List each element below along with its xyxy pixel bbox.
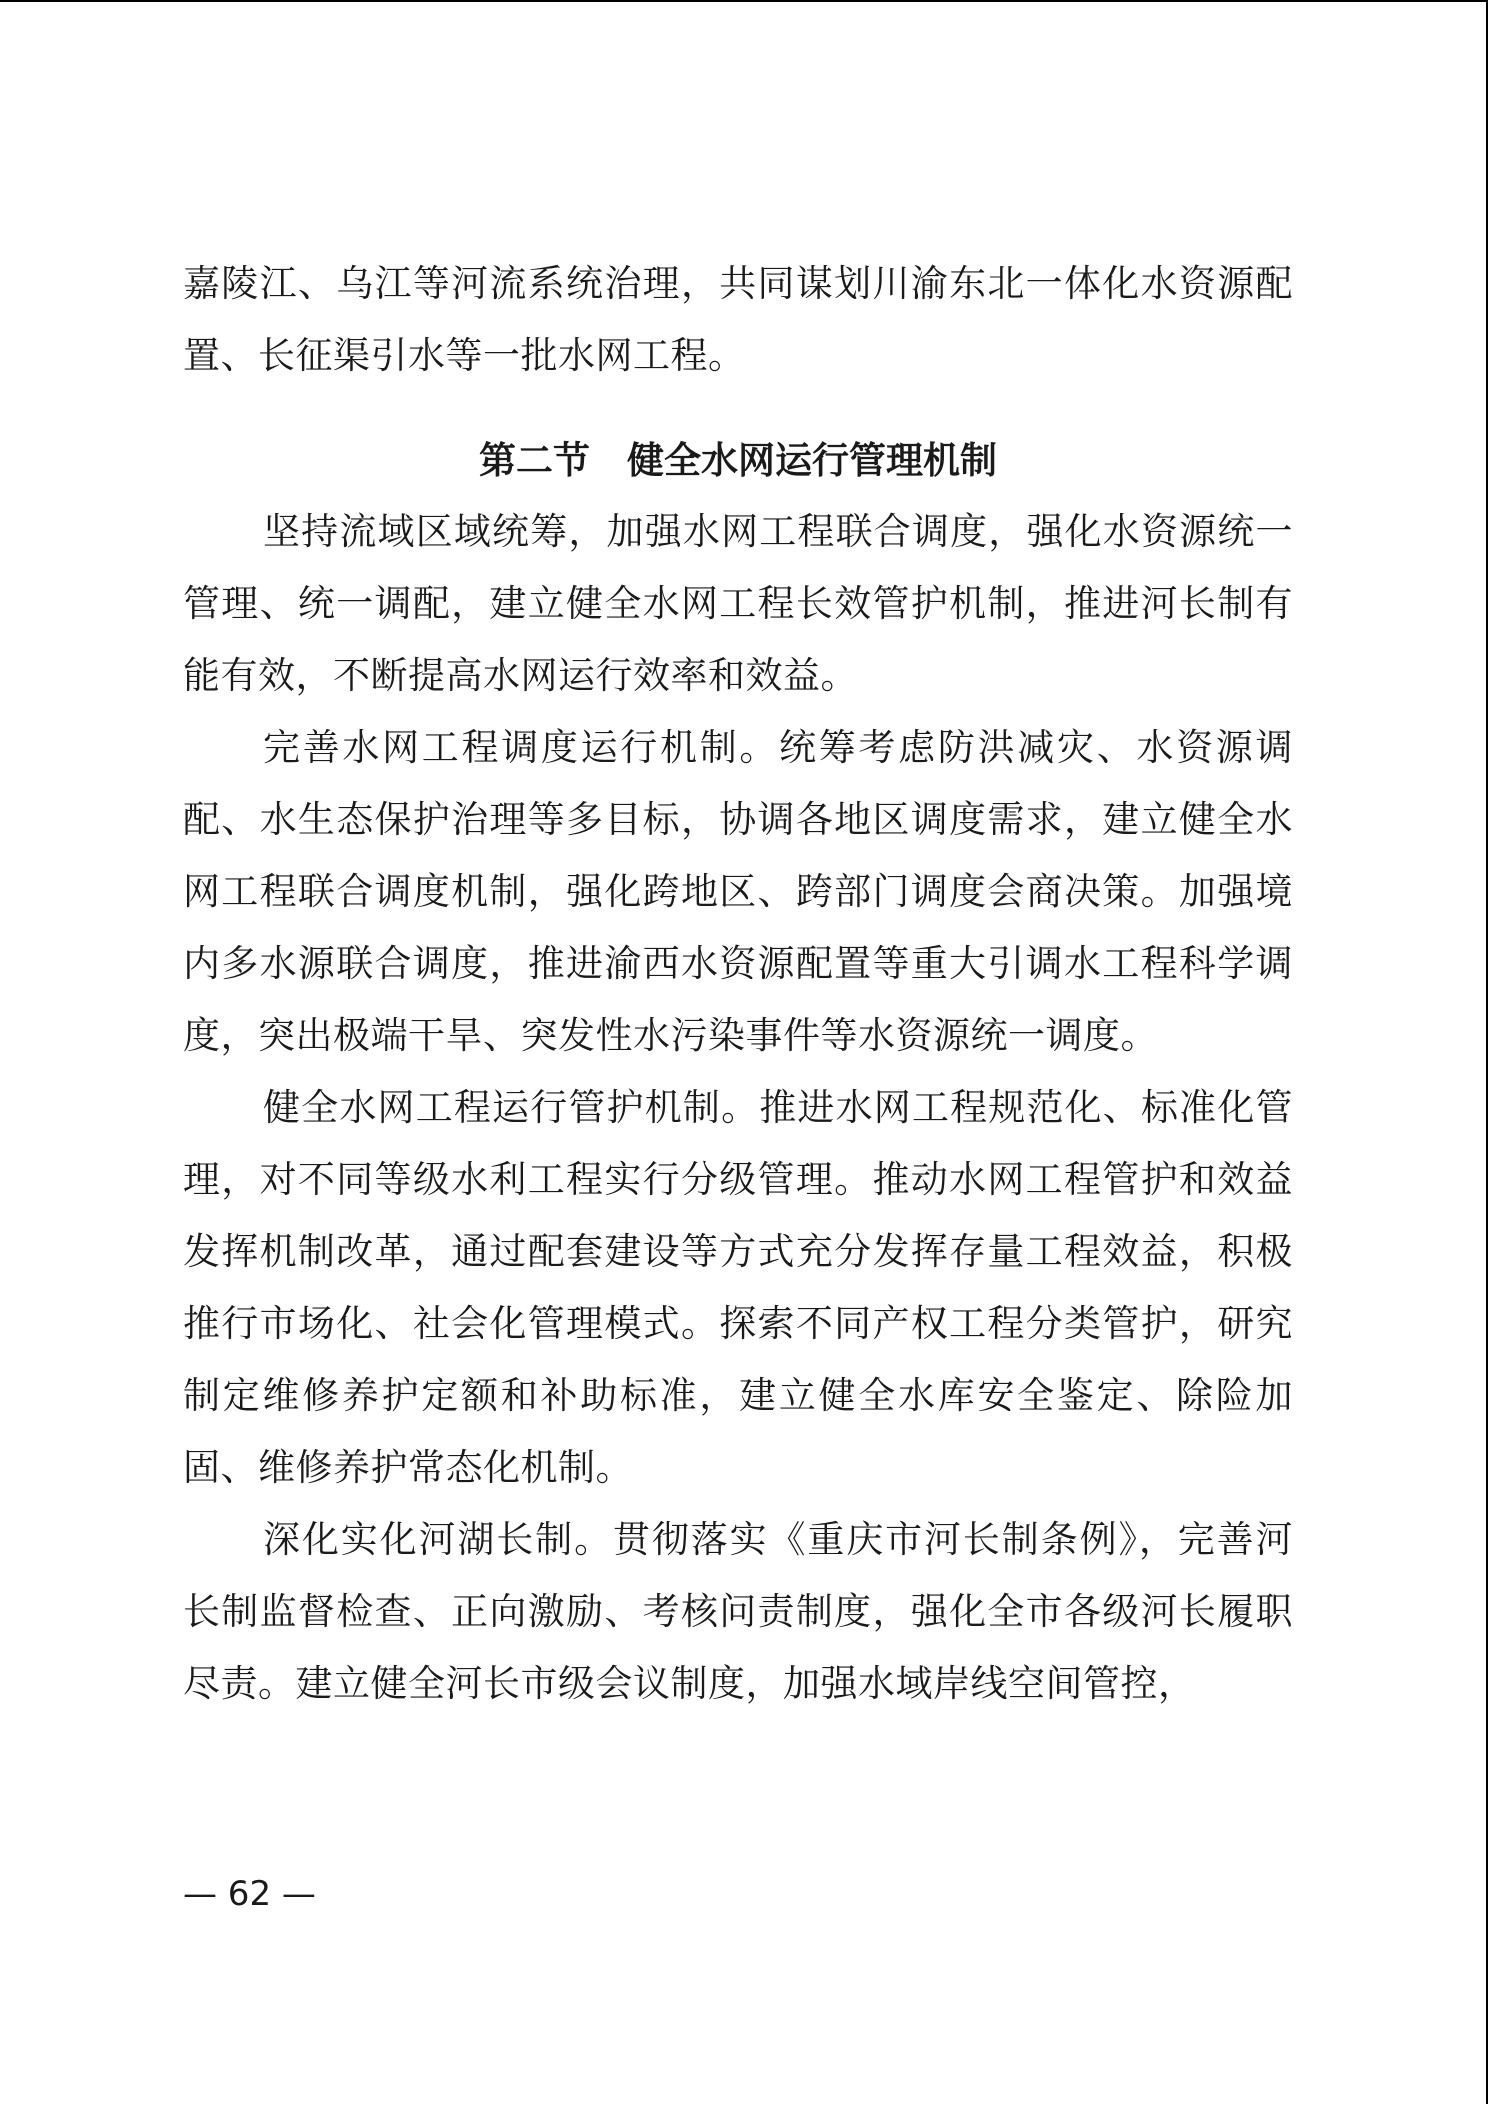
paragraph-maintenance-mechanism: 健全水网工程运行管护机制。推进水网工程规范化、标准化管理，对不同等级水利工程实行分级管理。推动水网工程管护和效益发挥机制改革，通过配套建设等方式充分发挥存量工程效益，积极推行市场化、社会化管理模式。探索不同产权工程分类管护，研究制定维修养护定额和补助标准，建立健全水库安全鉴定、除险加固、维修养护常态化机制。	[183, 1086, 1293, 1489]
paragraph-continuation: 嘉陵江、乌江等河流系统治理，共同谋划川渝东北一体化水资源配置、长征渠引水等一批水网工程。	[183, 262, 1293, 377]
page-border-top	[0, 0, 1488, 2]
document-body	[183, 248, 1293, 1720]
page-number: — 62 —	[183, 1874, 316, 1914]
section-heading: 第二节 健全水网运行管理机制	[479, 438, 997, 482]
paragraph-dispatch-mechanism: 完善水网工程调度运行机制。统筹考虑防洪减灾、水资源调配、水生态保护治理等多目标，协调各地区调度需求，建立健全水网工程联合调度机制，强化跨地区、跨部门调度会商决策。加强境内多水源联合调度，推进渝西水资源配置等重大引调水工程科学调度，突出极端干旱、突发性水污染事件等水资源统一调度。	[183, 726, 1293, 1057]
paragraph-intro: 坚持流域区域统筹，加强水网工程联合调度，强化水资源统一管理、统一调配，建立健全水网工程长效管护机制，推进河长制有能有效，不断提高水网运行效率和效益。	[183, 510, 1293, 697]
paragraph-river-chief-system: 深化实化河湖长制。贯彻落实《重庆市河长制条例》，完善河长制监督检查、正向激励、考核问责制度，强化全市各级河长履职尽责。建立健全河长市级会议制度，加强水域岸线空间管控，	[183, 1518, 1293, 1705]
